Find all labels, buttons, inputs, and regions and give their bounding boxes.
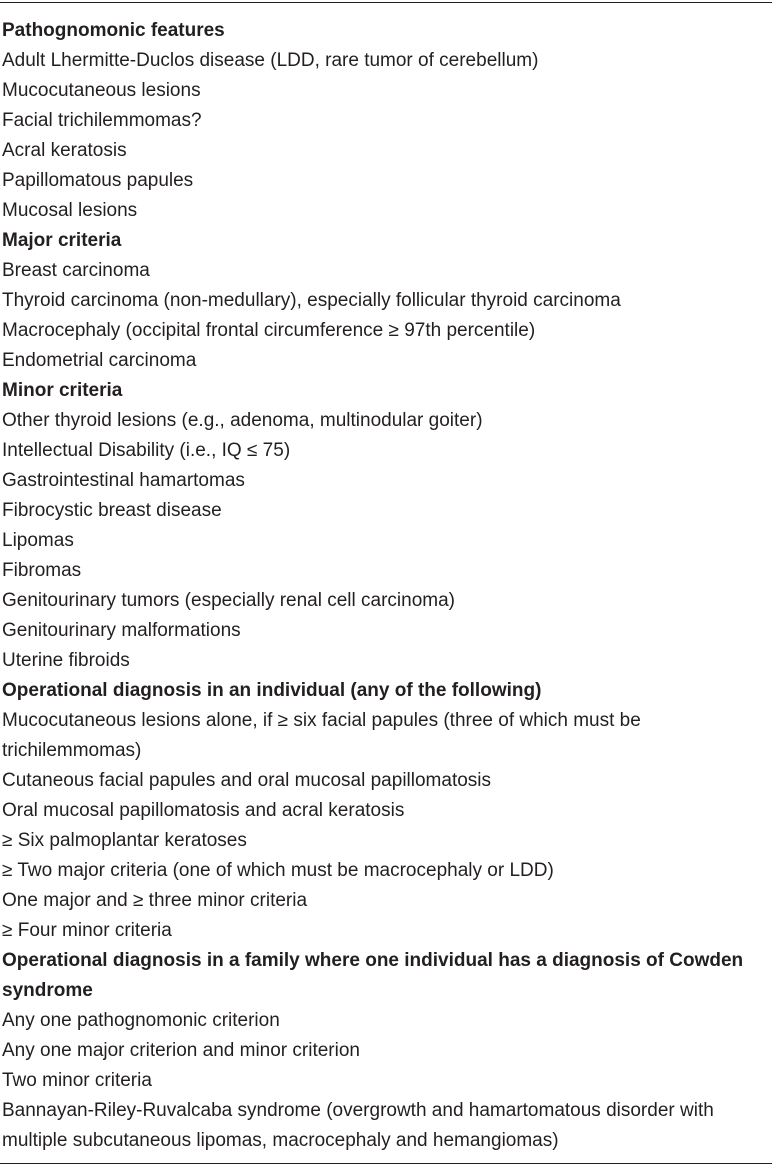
table-row: Breast carcinoma bbox=[2, 260, 150, 281]
table-row: Intellectual Disability (i.e., IQ ≤ 75) bbox=[2, 440, 291, 461]
table-row: Other thyroid lesions (e.g., adenoma, multinodular goiter) bbox=[2, 410, 483, 431]
table-row: Cutaneous facial papules and oral mucosal papillomatosis bbox=[2, 770, 492, 791]
section-heading: Operational diagnosis in an individual (any of the following) bbox=[2, 680, 542, 701]
table-row: Fibromas bbox=[2, 560, 82, 581]
table-row: Bannayan-Riley-Ruvalcaba syndrome (overgrowth and hamartomatous disorder with multiple subcutaneous lipomas, macrocephaly and hemangiomas) bbox=[2, 1100, 714, 1151]
table-row: Gastrointestinal hamartomas bbox=[2, 470, 245, 491]
table-row: Mucosal lesions bbox=[2, 200, 138, 221]
table-row: Uterine fibroids bbox=[2, 650, 130, 671]
table-row: One major and ≥ three minor criteria bbox=[2, 890, 308, 911]
section-heading: Operational diagnosis in a family where one individual has a diagnosis of Cowden syndrome bbox=[2, 950, 744, 1001]
table-row: Two minor criteria bbox=[2, 1070, 152, 1091]
table-row: Genitourinary tumors (especially renal cell carcinoma) bbox=[2, 590, 456, 611]
table-row: Mucocutaneous lesions alone, if ≥ six facial papules (three of which must be trichilemmomas) bbox=[2, 710, 641, 761]
table-row: Any one major criterion and minor criterion bbox=[2, 1040, 360, 1061]
table-row: Macrocephaly (occipital frontal circumference ≥ 97th percentile) bbox=[2, 320, 536, 341]
table-row: Lipomas bbox=[2, 530, 74, 551]
table-body bbox=[0, 16, 772, 1156]
table-bottom-rule bbox=[0, 1163, 772, 1164]
table-top-rule bbox=[0, 2, 772, 3]
section-heading: Major criteria bbox=[2, 230, 122, 251]
table-row: Mucocutaneous lesions bbox=[2, 80, 201, 101]
table-row: ≥ Six palmoplantar keratoses bbox=[2, 830, 247, 851]
table-row: ≥ Two major criteria (one of which must be macrocephaly or LDD) bbox=[2, 860, 554, 881]
table-row: Adult Lhermitte-Duclos disease (LDD, rare tumor of cerebellum) bbox=[2, 50, 539, 71]
table-row: Endometrial carcinoma bbox=[2, 350, 197, 371]
table-row: Any one pathognomonic criterion bbox=[2, 1010, 280, 1031]
table-row: Oral mucosal papillomatosis and acral keratosis bbox=[2, 800, 405, 821]
table-row: Acral keratosis bbox=[2, 140, 127, 161]
section-heading: Pathognomonic features bbox=[2, 20, 225, 41]
table-row: Facial trichilemmomas? bbox=[2, 110, 202, 131]
section-heading: Minor criteria bbox=[2, 380, 123, 401]
table-row: Fibrocystic breast disease bbox=[2, 500, 222, 521]
table-row: Papillomatous papules bbox=[2, 170, 194, 191]
table-row: Thyroid carcinoma (non-medullary), especially follicular thyroid carcinoma bbox=[2, 290, 621, 311]
table-row: Genitourinary malformations bbox=[2, 620, 241, 641]
table-row: ≥ Four minor criteria bbox=[2, 920, 172, 941]
